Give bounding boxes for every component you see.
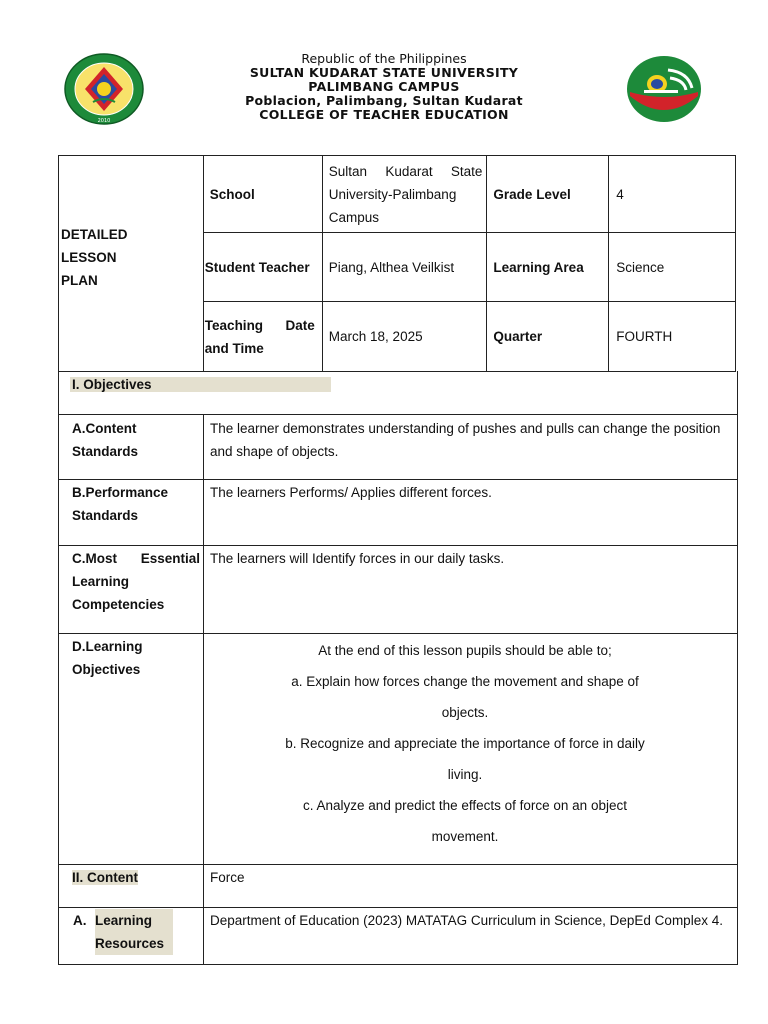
divider <box>58 545 737 546</box>
objectives-heading: I. Objectives <box>70 377 331 392</box>
objective-a-line2: objects. <box>441 705 489 720</box>
svg-text:2010: 2010 <box>97 118 111 124</box>
objective-b-line1: b. Recognize and appreciate the importance of force in daily <box>285 736 645 751</box>
teaching-date-value: March 18, 2025 <box>322 302 487 372</box>
competencies-label: C.Most Essential Learning Competencies <box>72 551 200 612</box>
objectives-intro: At the end of this lesson pupils should be able to; <box>318 643 612 658</box>
learning-objectives-label: D.Learning Objectives <box>72 639 143 677</box>
university-seal-logo <box>63 52 145 126</box>
school-value: Sultan Kudarat State University-Palimbang Campus <box>322 156 487 233</box>
student-teacher-value: Piang, Althea Veilkist <box>322 233 487 302</box>
content-standards-label: A.Content Standards <box>72 421 139 459</box>
divider <box>58 414 737 415</box>
divider <box>58 864 737 865</box>
lesson-plan-title-cell <box>59 156 204 372</box>
school-label: School <box>203 156 322 233</box>
student-teacher-label: Student Teacher <box>203 233 322 302</box>
content-heading: II. Content <box>72 870 138 885</box>
teaching-date-label: Teaching Date and Time <box>203 302 322 372</box>
resources-prefix: A. <box>73 913 87 928</box>
content-value: Force <box>210 870 245 885</box>
learning-resources-value: Department of Education (2023) MATATAG Curriculum in Science, DepEd Complex 4. <box>210 913 723 928</box>
lesson-plan-title: DETAILED LESSON PLAN <box>61 227 128 288</box>
performance-standards-label: B.Performance Standards <box>72 485 169 523</box>
header-address: Poblacion, Palimbang, Sultan Kudarat <box>245 93 523 108</box>
header-university: SULTAN KUDARAT STATE UNIVERSITY <box>249 65 519 80</box>
learning-objectives-list <box>204 635 726 852</box>
competencies-value: The learners will Identify forces in our daily tasks. <box>210 551 505 566</box>
lesson-info-table <box>58 155 736 372</box>
content-standards-value: The learner demonstrates understanding of pushes and pulls can change the position and shape of objects. <box>210 421 721 459</box>
quarter-value: FOURTH <box>609 302 736 372</box>
grade-level-label: Grade Level <box>487 156 609 233</box>
divider <box>58 907 737 908</box>
college-logo <box>624 54 704 124</box>
performance-standards-value: The learners Performs/ Applies different forces. <box>210 485 492 500</box>
objective-c-line2: movement. <box>431 829 499 844</box>
resources-label-text: Learning Resources <box>95 909 173 955</box>
grade-level-value: 4 <box>609 156 736 233</box>
quarter-label: Quarter <box>487 302 609 372</box>
header-campus: PALIMBANG CAMPUS <box>308 79 460 94</box>
header-college: COLLEGE OF TEACHER EDUCATION <box>259 107 509 122</box>
objective-a-line1: a. Explain how forces change the movement and shape of <box>291 674 639 689</box>
divider <box>58 479 737 480</box>
learning-area-label: Learning Area <box>487 233 609 302</box>
learning-area-value: Science <box>609 233 736 302</box>
header-republic: Republic of the Philippines <box>301 51 467 66</box>
divider <box>58 633 737 634</box>
objective-b-line2: living. <box>447 767 483 782</box>
objective-c-line1: c. Analyze and predict the effects of force on an object <box>303 798 627 813</box>
